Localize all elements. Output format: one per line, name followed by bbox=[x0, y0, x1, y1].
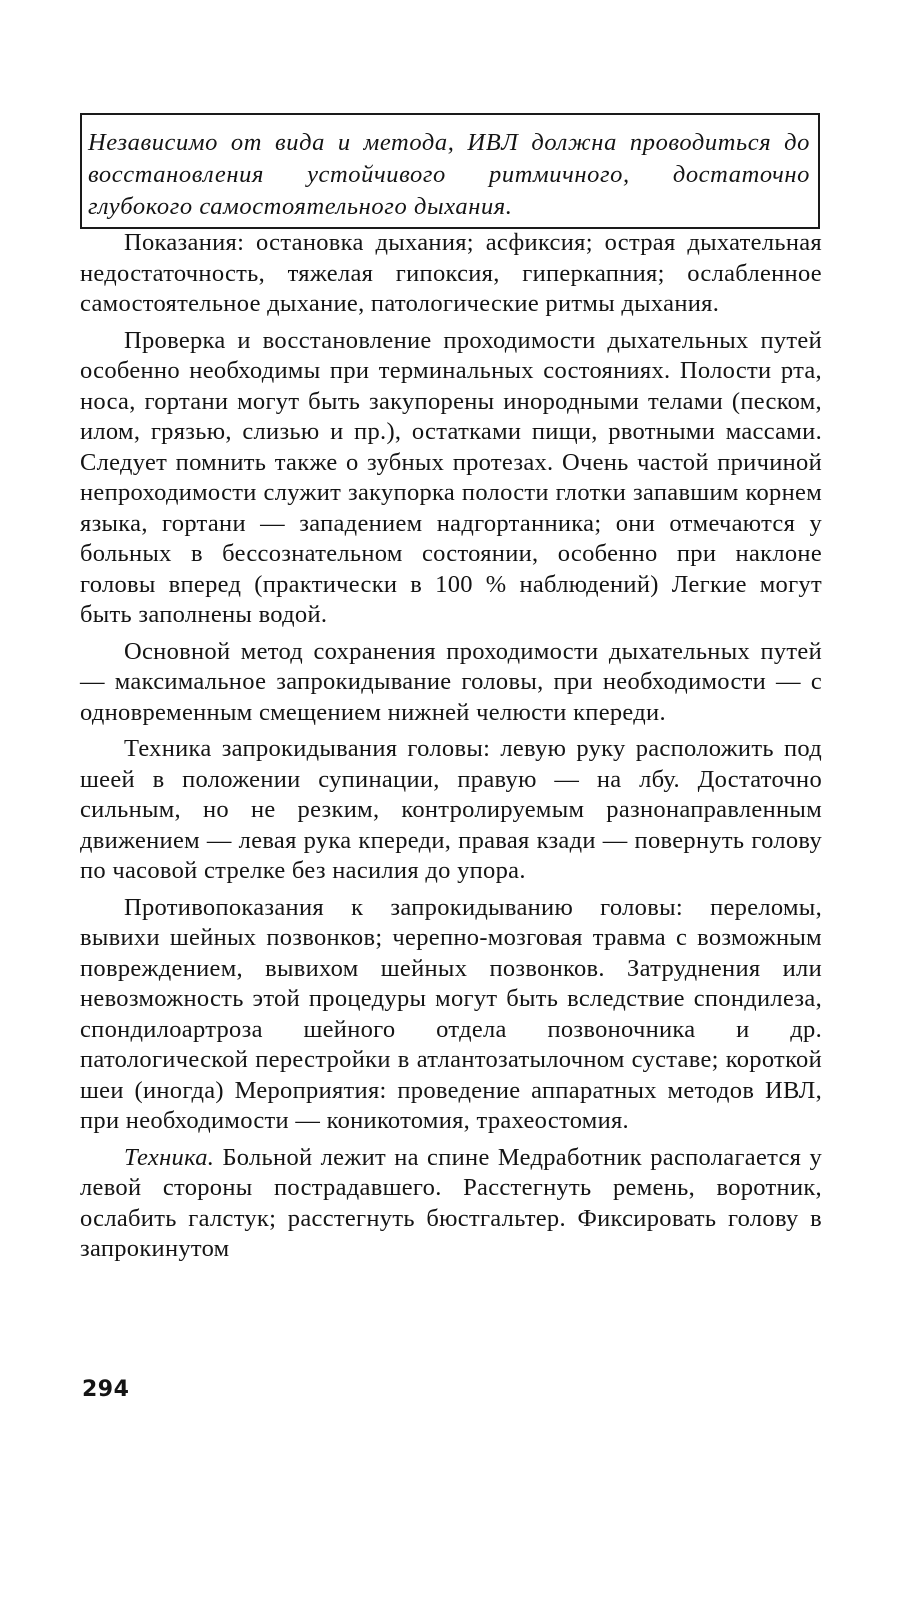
paragraph-main-method: Основной метод сохранения проходимости дыхательных путей — максимальное запрокидывание головы, при необходимости — с одновременным смещением нижней челюсти кпереди. bbox=[80, 637, 822, 726]
paragraph-head-tilt-technique: Техника запрокидывания головы: левую руку расположить под шеей в положении супинации, правую — на лбу. Достаточно сильным, но не резким, контролируемым разнонаправленным движением — левая рука кпереди, правая кзади — повернуть голову по часовой стрелке без насилия до упора. bbox=[80, 735, 822, 884]
paragraph-indications: Показания: остановка дыхания; асфиксия; острая дыхательная недостаточность, тяжелая гипоксия, гиперкапния; ослабленное самостоятельное дыхание, патологические ритмы дыхания. bbox=[80, 229, 822, 317]
book-page bbox=[78, 0, 830, 1600]
paragraph-airway-check: Проверка и восстановление проходимости дыхательных путей особенно необходимы при терминальных состояниях. Полости рта, носа, гортани могут быть закупорены инородными телами (песком, илом, грязью, слизью и пр.), остатками пищи, рвотными массами. Следует помнить также о зубных протезах. Очень частой причиной непроходимости служит закупорка полости глотки запавшим корнем языка, гортани — западением надгортанника; они отмечаются у больных в бессознательном состоянии, особенно при наклоне головы вперед (практически в 100 % наблюдений) Легкие могут быть заполнены водой. bbox=[80, 326, 822, 628]
highlight-box bbox=[80, 113, 820, 229]
paragraph-contraindications: Противопоказания к запрокидыванию головы: переломы, вывихи шейных позвонков; черепно-мозговая травма с возможным повреждением, вывихом шейных позвонков. Затруднения или невозможность этой процедуры могут быть вследствие спондилеза, спондилоартроза шейного отдела позвоночника и др. патологической перестройки в атлантозатылочном суставе; короткой шеи (иногда) Мероприятия: проведение аппаратных методов ИВЛ, при необходимости — коникотомия, трахеостомия. bbox=[80, 893, 822, 1134]
paragraph-technique bbox=[80, 1143, 822, 1265]
body-text bbox=[80, 228, 822, 1271]
paragraph-technique-text: Больной лежит на спине Медработник располагается у левой стороны пострадавшего. Расстегнуть ремень, воротник, ослабить галстук; расстегнуть бюстгальтер. Фиксировать голову в запрокинутом bbox=[80, 1143, 822, 1262]
paragraph-technique-lead: Техника. bbox=[124, 1143, 215, 1171]
highlight-box-text: Независимо от вида и метода, ИВЛ должна проводиться до восстановления устойчивого ритмичного, достаточно глубокого самостоятельного дыхания. bbox=[88, 129, 810, 220]
page-number: 294 bbox=[82, 1377, 130, 1402]
